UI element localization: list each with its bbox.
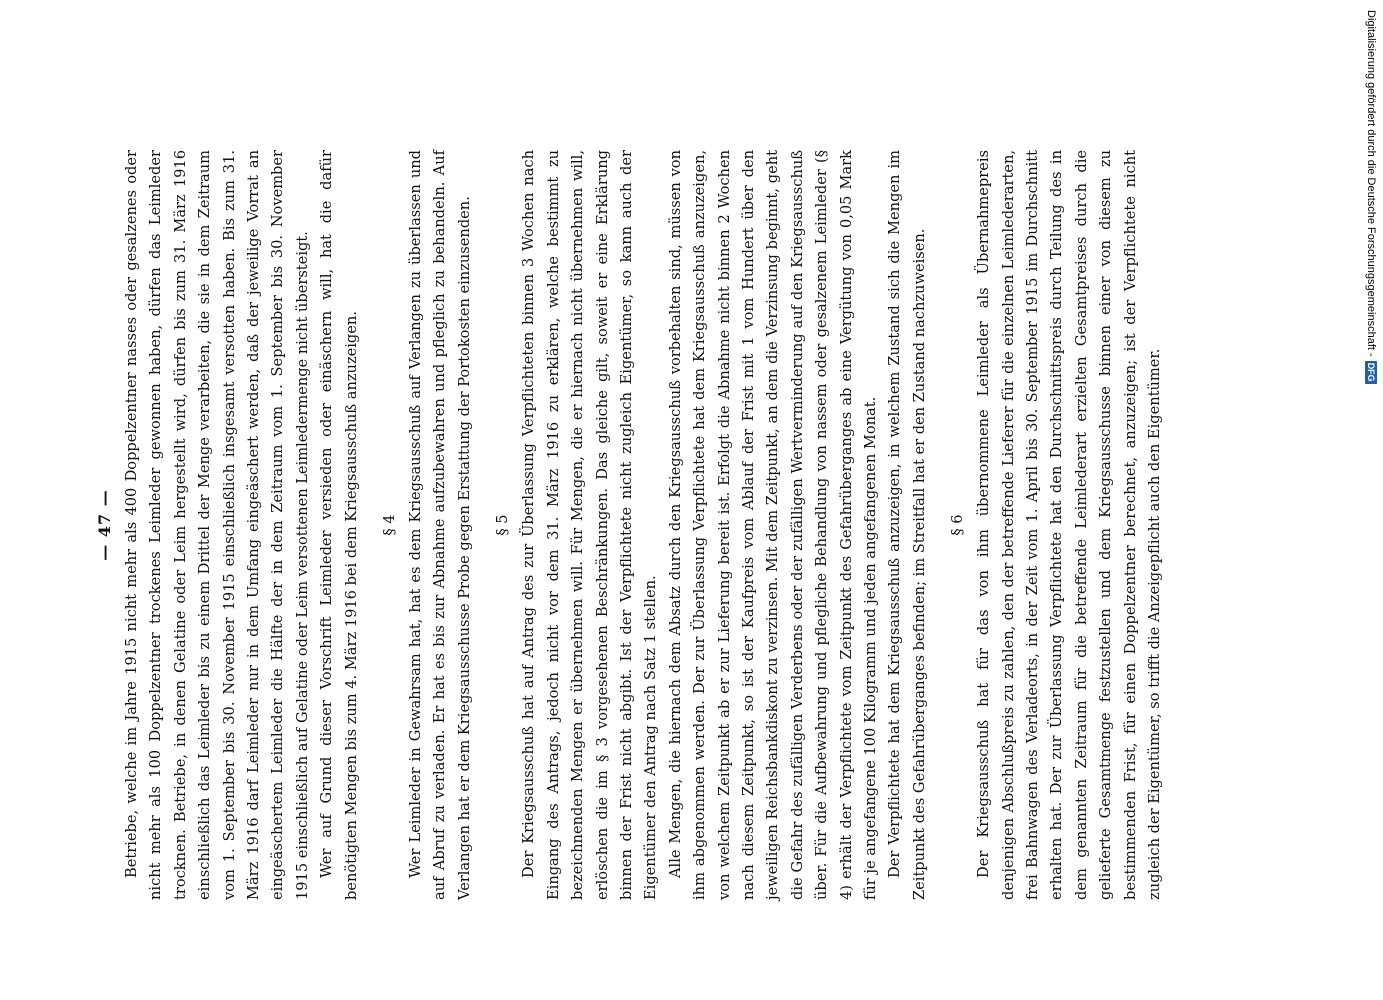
section-heading-5: § 5 <box>494 514 512 536</box>
document-text-block <box>90 150 1220 900</box>
paragraph-intro-2: Wer auf Grund dieser Vorschrift Leimleder versieden oder einäschern will, hat die dafür benötigten Mengen bis zum 4. März 1916 bei dem Kriegsausschuß anzuzeigen. <box>318 150 360 900</box>
paragraph-intro-1: Betriebe, welche im Jahre 1915 nicht mehr als 400 Doppelzentner nasses oder gesalzenes oder nicht mehr als 100 Doppelzentner trockenes Leimleder gewonnen haben, dürfen das Leimleder trocknen. Betriebe, in denen Gelatine oder Leim hergestellt wird, dürfen bis zum 31. März 1916 einschließlich das Leimleder bis zu einem Drittel der Menge verarbeiten, die sie in dem Zeitraum vom 1. September bis 30. November 1915 einschließlich insgesamt versotten haben. Bis zum 31. März 1916 darf Leimleder nur in dem Umfang eingeäschert werden, daß der jeweilige Vorrat an eingeäschertem Leimleder die Hälfte der in dem Zeitraum vom 1. September bis 30. November 1915 einschließlich auf Gelatine oder Leim versottenen Leimledermenge nicht übersteigt. <box>123 150 311 900</box>
section-heading-6: § 6 <box>949 514 967 536</box>
page-number: — 47 — <box>95 489 114 561</box>
funding-credit-text: Digitalisierung gefördert durch die Deutsche Forschungsgemeinschaft - <box>1365 10 1377 357</box>
section-heading-4: § 4 <box>381 514 399 536</box>
paragraph-s5-1: Der Kriegsausschuß hat auf Antrag des zur Überlassung Verpflichteten binnen 3 Wochen nach Eingang des Antrags, jedoch nicht vor dem 31. März 1916 zu erklären, welche bestimmt zu bezeichnenden Mengen er übernehmen will. Für Mengen, die er hiernach nicht übernehmen will, erlöschen die im § 3 vorgesehenen Beschränkungen. Das gleiche gilt, soweit er eine Erklärung binnen der Frist nicht abgibt. Ist der Verpflichtete nicht zugleich Eigentümer, so kann auch der Eigentümer den Antrag nach Satz 1 stellen. <box>520 150 660 900</box>
paragraph-s5-3: Der Verpflichtete hat dem Kriegsausschuß anzuzeigen, in welchem Zustand sich die Mengen im Zeitpunkt des Gefahrüberganges befinden; im Streitfall hat er den Zustand nachzuweisen. <box>886 150 928 900</box>
paragraph-s6-1: Der Kriegsausschuß hat für das von ihm übernommene Leimleder als Übernahmepreis denjenigen Abschlußpreis zu zahlen, den der betreffende Lieferer für die einzelnen Leimlederarten, frei Bahnwagen des Verladeorts, in der Zeit vom 1. April bis 30. September 1915 im Durchschnitt erhalten hat. Der zur Überlassung Verpflichtete hat den Durchschnittspreis durch Teilung des in dem genannten Zeitraum für die betreffende Leimlederart erzielten Gesamtpreises durch die gelieferte Gesamtmenge festzustellen und dem Kriegsausschusse binnen einer von diesem zu bestimmenden Frist, für einen Doppelzentner berechnet, anzuzeigen; ist der Verpflichtete nicht zugleich der Eigentümer, so trifft die Anzeigepflicht auch den Eigentümer. <box>975 150 1164 900</box>
dfg-logo: DFG <box>1366 362 1376 382</box>
paragraph-s5-2: Alle Mengen, die hiernach dem Absatz durch den Kriegsausschuß vorbehalten sind, müssen von ihm abgenommen werden. Der zur Überlassung Verpflichtete hat dem Kriegsausschuß anzuzeigen, von welchem Zeitpunkt ab er zur Lieferung bereit ist. Erfolgt die Abnahme nicht binnen 2 Wochen nach diesem Zeitpunkt, so ist der Kaufpreis vom Ablauf der Frist mit 1 vom Hundert über den jeweiligen Reichsbankdiskont zu verzinsen. Mit dem Zeitpunkt, an dem die Verzinsung beginnt, geht die Gefahr des zufälligen Verderbens oder der zufälligen Wertverminderung auf den Kriegsausschuß über. Für die Aufbewahrung und pflegliche Behandlung von nassem oder gesalzenem Leimleder (§ 4) erhält der Verpflichtete vom Zeitpunkt des Gefahrüberganges ab eine Vergütung von 0,05 Mark für je angefangene 100 Kilogramm und jeden angefangenen Monat. <box>666 150 879 900</box>
paragraph-s4-1: Wer Leimleder in Gewahrsam hat, hat es dem Kriegsausschuß auf Verlangen zu überlassen und auf Abruf zu verladen. Er hat es bis zur Abnahme aufzubewahren und pfleglich zu behandeln. Auf Verlangen hat er dem Kriegsausschusse Probe gegen Erstattung der Portokosten einzusenden. <box>407 150 473 900</box>
funding-credit <box>1364 10 1378 990</box>
